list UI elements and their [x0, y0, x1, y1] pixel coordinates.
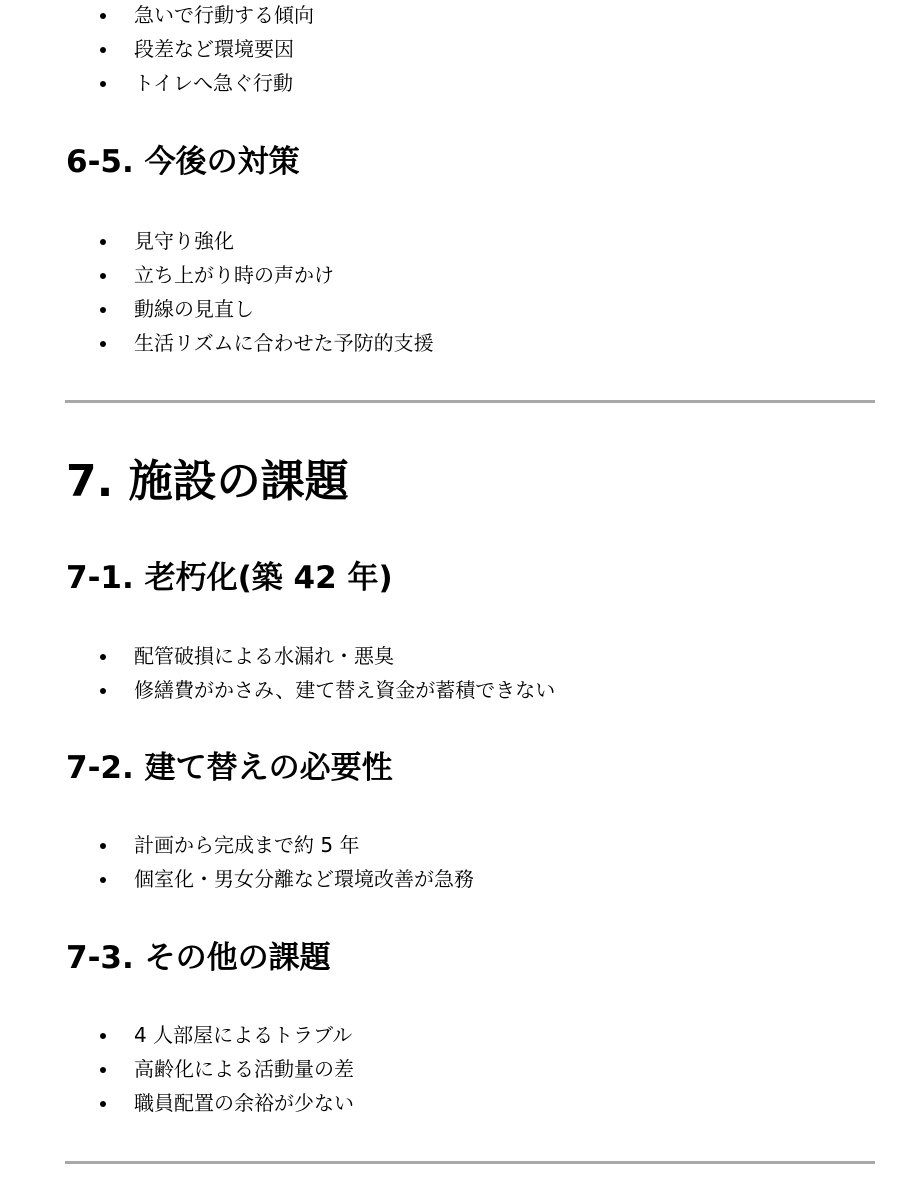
bullet-icon [100, 1033, 106, 1039]
list-item [96, 32, 314, 66]
section-heading-6-5: 6-5. 今後の対策 [66, 144, 300, 180]
bullet-icon [100, 13, 106, 19]
list-item-text: 高齢化による活動量の差 [134, 1057, 354, 1081]
section-heading-7-2: 7-2. 建て替えの必要性 [66, 750, 393, 786]
bullet-icon [100, 307, 106, 313]
chapter-heading-7: 7. 施設の課題 [66, 456, 349, 507]
bullet-list-6-5 [96, 224, 434, 360]
bullet-list-7-3 [96, 1018, 354, 1120]
bullet-icon [100, 877, 106, 883]
bullet-icon [100, 341, 106, 347]
list-item-text: 計画から完成まで約 5 年 [134, 833, 360, 857]
list-item [96, 1018, 354, 1052]
list-item-text: トイレへ急ぐ行動 [134, 71, 293, 95]
bullet-icon [100, 239, 106, 245]
list-item [96, 1086, 354, 1120]
horizontal-divider [65, 1161, 875, 1164]
list-item [96, 1052, 354, 1086]
list-item [96, 224, 434, 258]
list-item-text: 修繕費がかさみ、建て替え資金が蓄積できない [134, 678, 556, 702]
list-item [96, 639, 555, 673]
bullet-icon [100, 843, 106, 849]
bullet-icon [100, 273, 106, 279]
list-item-text: 生活リズムに合わせた予防的支援 [134, 331, 434, 355]
list-item [96, 66, 314, 100]
section-heading-7-1: 7-1. 老朽化(築 42 年) [66, 560, 393, 596]
bullet-list-top [96, 0, 314, 100]
list-item [96, 828, 474, 862]
list-item-text: 職員配置の余裕が少ない [134, 1091, 354, 1115]
list-item-text: 個室化・男女分離など環境改善が急務 [134, 867, 474, 891]
list-item [96, 862, 474, 896]
bullet-list-7-2 [96, 828, 474, 896]
bullet-icon [100, 81, 106, 87]
list-item-text: 急いで行動する傾向 [134, 3, 314, 27]
list-item [96, 292, 434, 326]
section-heading-7-3: 7-3. その他の課題 [66, 940, 331, 976]
list-item-text: 配管破損による水漏れ・悪臭 [134, 644, 394, 668]
bullet-icon [100, 1067, 106, 1073]
list-item [96, 258, 434, 292]
list-item [96, 0, 314, 32]
list-item [96, 326, 434, 360]
bullet-icon [100, 654, 106, 660]
list-item-text: 4 人部屋によるトラブル [134, 1023, 353, 1047]
list-item-text: 段差など環境要因 [134, 37, 294, 61]
bullet-list-7-1 [96, 639, 555, 707]
list-item-text: 見守り強化 [134, 229, 234, 253]
horizontal-divider [65, 400, 875, 403]
list-item [96, 673, 555, 707]
bullet-icon [100, 47, 106, 53]
bullet-icon [100, 688, 106, 694]
bullet-icon [100, 1101, 106, 1107]
list-item-text: 立ち上がり時の声かけ [134, 263, 334, 287]
list-item-text: 動線の見直し [134, 297, 254, 321]
